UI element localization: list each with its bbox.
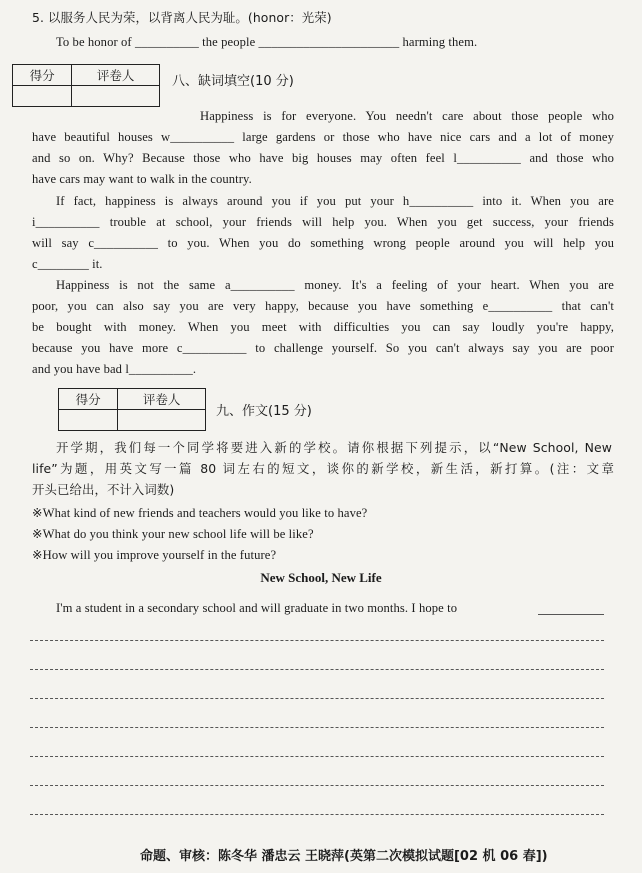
passage-line: and so on. Why? Because those who have big houses may often feel l__________ and those who	[32, 151, 614, 165]
writing-line	[30, 669, 604, 670]
grader-cell	[118, 410, 206, 431]
score-header: 得分	[13, 65, 72, 86]
passage-line: be bought with money. When you meet with difficulties you can say loudly you're happy,	[32, 320, 614, 334]
essay-title: New School, New Life	[260, 570, 382, 585]
section8-score-box	[12, 64, 160, 107]
passage-line: will say c__________ to you. When you do something wrong people around you will help you	[32, 236, 614, 250]
grader-header: 评卷人	[118, 389, 206, 410]
writing-line	[30, 814, 604, 815]
score-header: 得分	[59, 389, 118, 410]
passage-line: c________ it.	[32, 257, 103, 271]
passage-line: Happiness is for everyone. You needn't care about those people who	[200, 109, 614, 123]
section9-score-box	[58, 388, 206, 431]
writing-line	[30, 727, 604, 728]
passage-line: Happiness is not the same a__________ money. It's a feeling of your heart. When you are	[56, 278, 614, 292]
writing-line	[30, 785, 604, 786]
passage-line: and you have bad l__________.	[32, 362, 197, 376]
q5-prompt: 5. 以服务人民为荣，以背离人民为耻。(honor：光荣)	[32, 10, 332, 25]
writing-line	[30, 756, 604, 757]
passage-line: If fact, happiness is always around you if you put your h__________ into it. When you are	[56, 194, 614, 208]
passage-line: poor, you can also say you are very happy, because you have something e__________ that can't	[32, 299, 614, 313]
grader-header: 评卷人	[72, 65, 160, 86]
passage-line: i__________ trouble at school, your friends will help you. When you get success, your friends	[32, 215, 614, 229]
essay-opening: I'm a student in a secondary school and will graduate in two months. I hope to	[56, 601, 458, 615]
essay-instruction-line: 开学期，我们每一个同学将要进入新的学校。请你根据下列提示，以“New School, New	[56, 440, 612, 455]
essay-prompt: ※What do you think your new school life will be like?	[32, 527, 314, 541]
score-cell	[59, 410, 118, 431]
passage-line: have beautiful houses w__________ large gardens or those who have nice cars and a lot of money	[32, 130, 614, 144]
writing-line	[30, 640, 604, 641]
passage-line: have cars may want to walk in the country.	[32, 172, 252, 186]
essay-instruction-line: 开头已给出，不计入词数)	[32, 482, 175, 497]
essay-prompt: ※What kind of new friends and teachers would you like to have?	[32, 506, 368, 520]
essay-prompt: ※How will you improve yourself in the future?	[32, 548, 277, 562]
q5-answer-line: To be honor of __________ the people ______________________ harming them.	[56, 35, 478, 49]
grader-cell	[72, 86, 160, 107]
section8-title: 八、缺词填空(10 分)	[172, 74, 294, 89]
footer-credits: 命题、审核：陈冬华 潘忠云 王晓萍(英第二次模拟试题[02 机 06 春])	[140, 849, 548, 864]
section9-title: 九、作文(15 分)	[216, 404, 312, 419]
passage-line: because you have more c__________ to challenge yourself. So you can't always say you are poor	[32, 341, 614, 355]
writing-line	[30, 698, 604, 699]
essay-instruction-line: life”为题，用英文写一篇 80 词左右的短文，谈你的新学校，新生活，新打算。(注：文章	[32, 461, 614, 476]
score-cell	[13, 86, 72, 107]
writing-line	[538, 614, 604, 615]
